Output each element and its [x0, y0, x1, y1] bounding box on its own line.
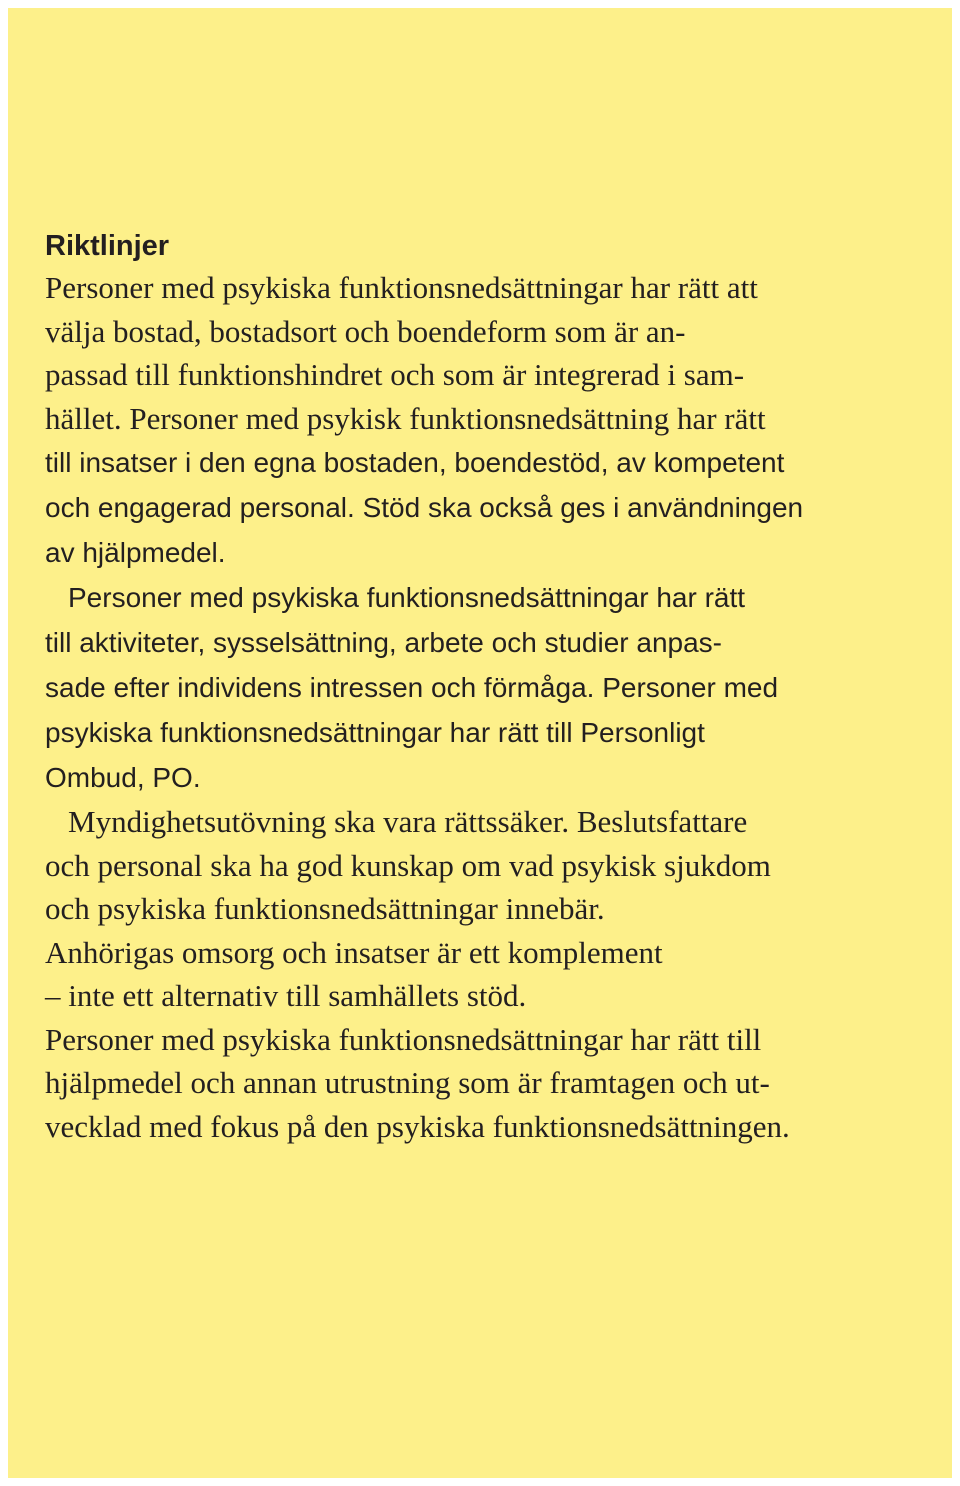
text-line: Personer med psykiska funktionsnedsättningar har rätt till — [45, 1021, 762, 1057]
text-line: välja bostad, bostadsort och boendeform som är an- — [45, 313, 686, 349]
text-line: och engagerad personal. Stöd ska också ges i användningen — [45, 492, 804, 523]
text-line: och psykiska funktionsnedsättningar innebär. — [45, 891, 605, 926]
text-line: vecklad med fokus på den psykiska funktionsnedsättningen. — [45, 1108, 790, 1144]
text-line: Personer med psykiska funktionsnedsättningar har rätt — [68, 582, 746, 613]
section-heading: Riktlinjer — [45, 230, 170, 262]
text-line: till aktiviteter, sysselsättning, arbete och studier anpas- — [45, 627, 723, 658]
text-line: Myndighetsutövning ska vara rättssäker. Beslutsfattare — [68, 804, 748, 839]
text-line: psykiska funktionsnedsättningar har rätt till Personligt — [45, 717, 705, 748]
text-line: sade efter individens intressen och förmåga. Personer med — [45, 672, 779, 703]
text-line: Anhörigas omsorg och insatser är ett komplement — [45, 934, 663, 970]
document-page — [8, 8, 952, 1478]
text-line: hjälpmedel och annan utrustning som är framtagen och ut- — [45, 1065, 770, 1100]
guidelines-body — [45, 266, 945, 1148]
text-line: till insatser i den egna bostaden, boendestöd, av kompetent — [45, 447, 785, 478]
text-line: och personal ska ha god kunskap om vad psykisk sjukdom — [45, 847, 771, 883]
text-line: Personer med psykiska funktionsnedsättningar har rätt att — [45, 270, 758, 305]
text-line: av hjälpmedel. — [45, 537, 226, 568]
guidelines-section — [45, 226, 945, 1148]
text-line: – inte ett alternativ till samhällets stöd. — [45, 978, 527, 1013]
text-line: Ombud, PO. — [45, 762, 201, 793]
text-line: passad till funktionshindret och som är integrerad i sam- — [45, 357, 745, 392]
text-line: hället. Personer med psykisk funktionsnedsättning har rätt — [45, 400, 766, 436]
